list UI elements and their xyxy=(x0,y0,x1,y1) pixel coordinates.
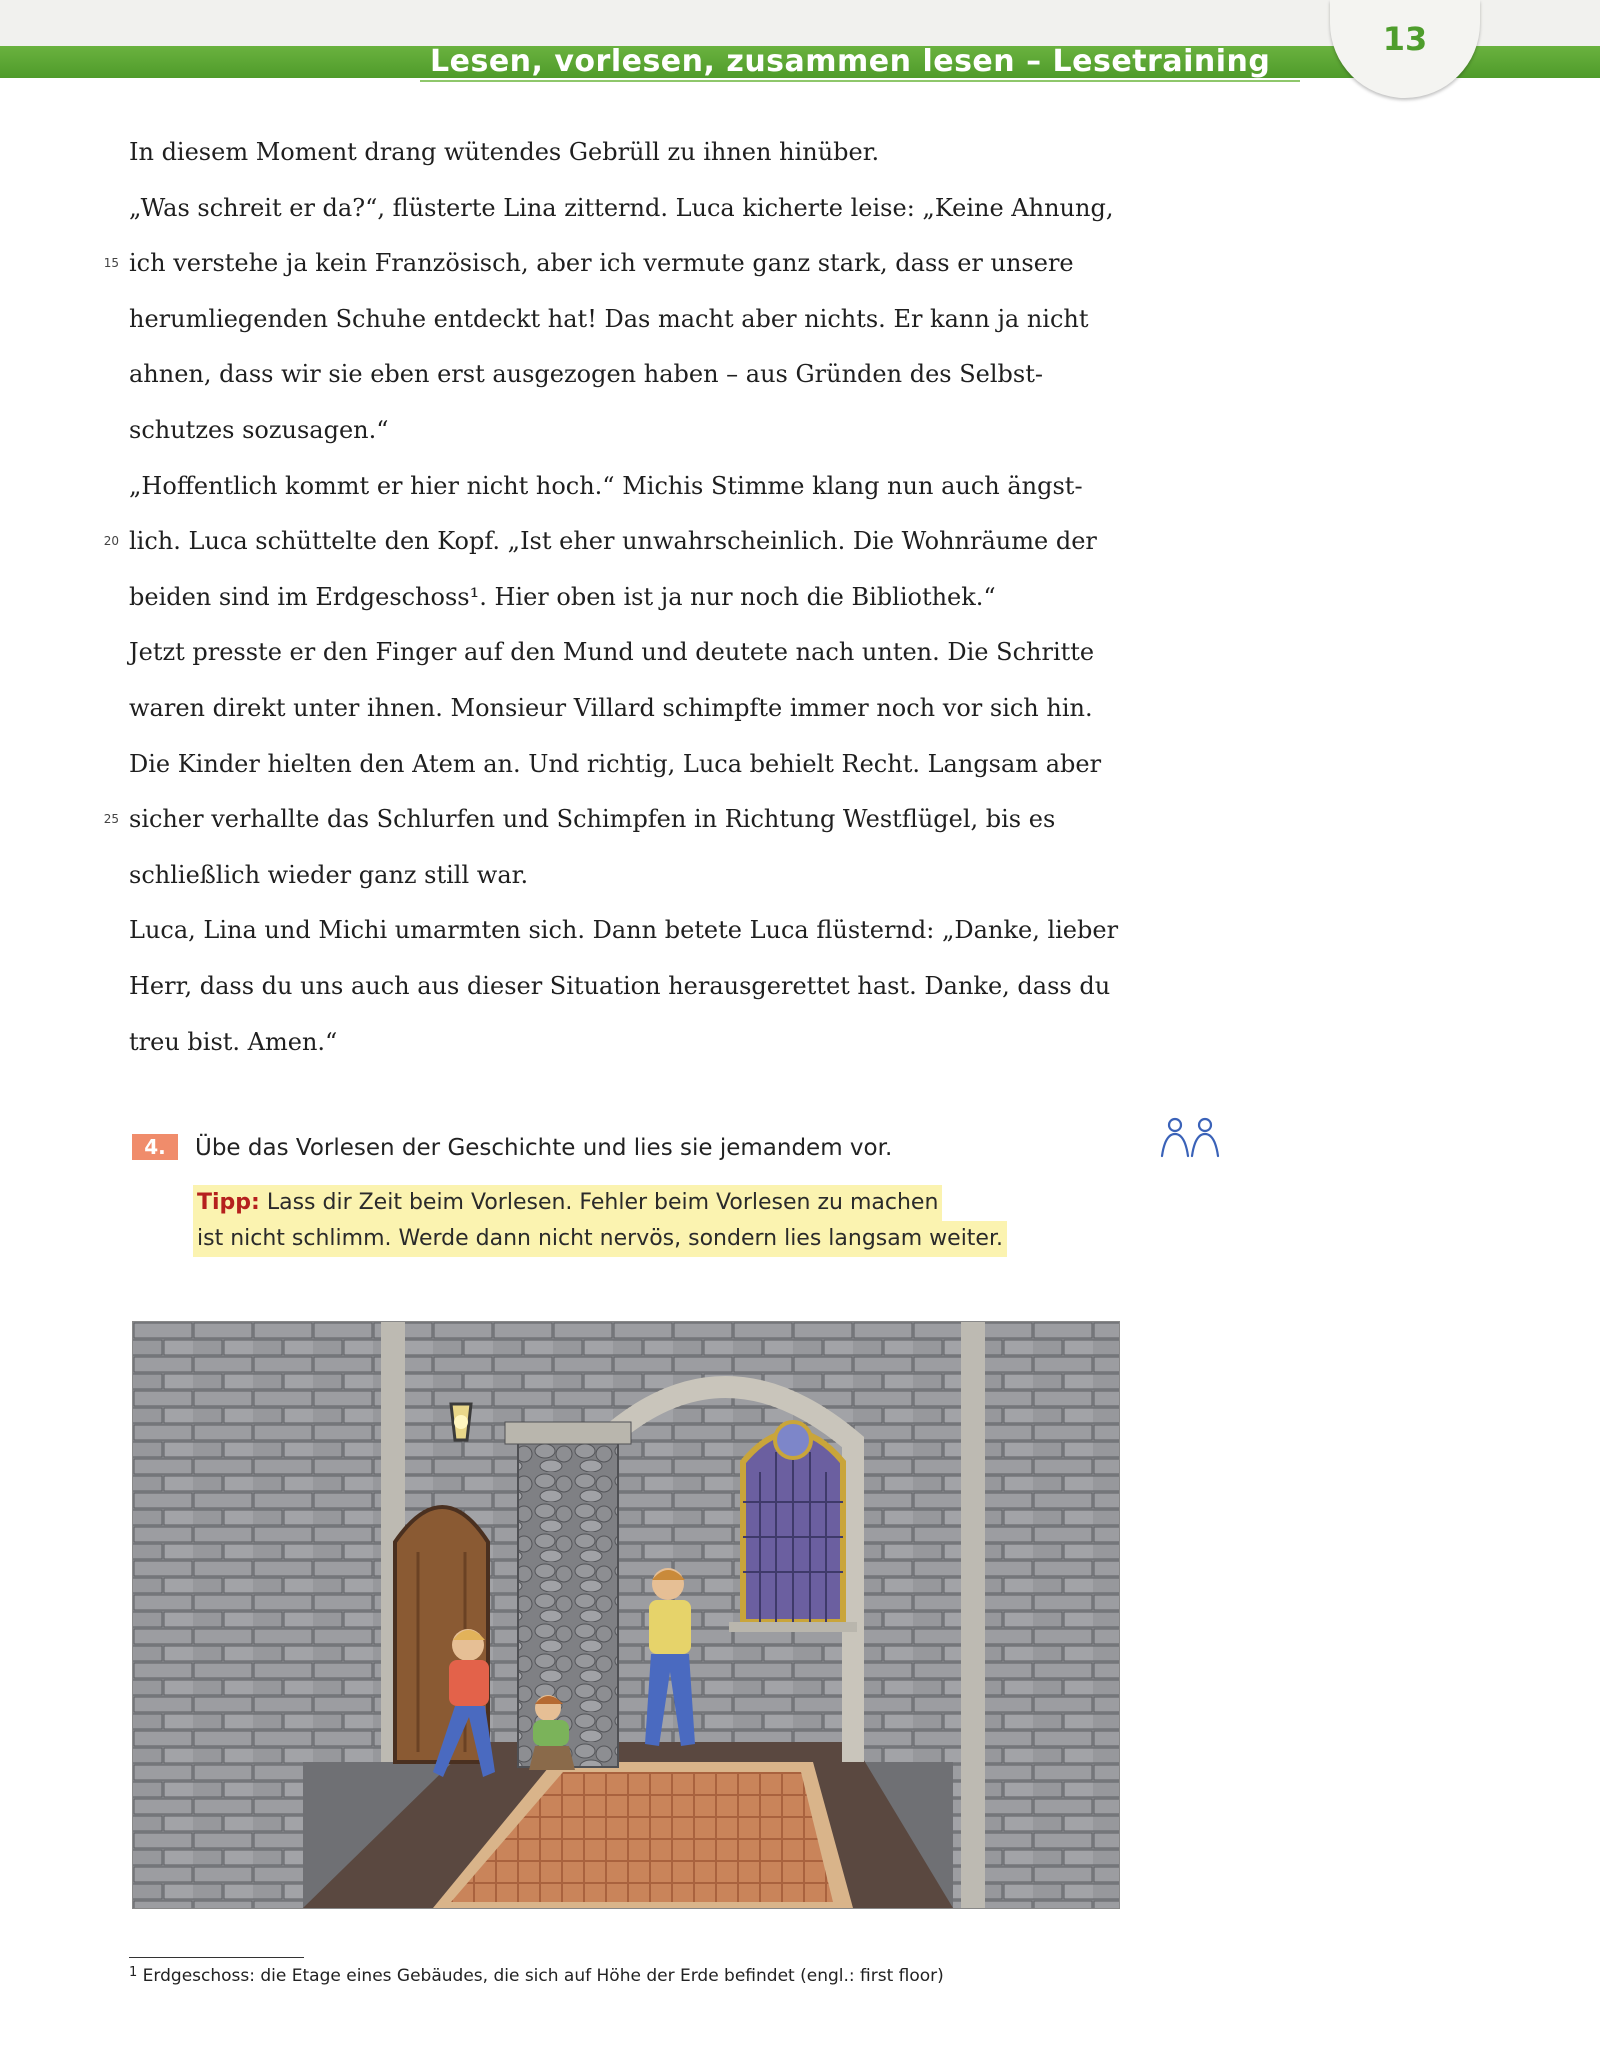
header-underline xyxy=(420,80,1300,82)
story-line xyxy=(129,347,1129,403)
footnote-marker: 1 xyxy=(129,1965,138,1980)
footnote-rule xyxy=(129,1957,304,1958)
tip-label: Tipp: xyxy=(197,1190,260,1215)
partner-work-icon xyxy=(1158,1116,1224,1158)
line-text: beiden sind im Erdgeschoss¹. Hier oben ist ja nur noch die Bibliothek.“ xyxy=(129,582,996,611)
line-text: herumliegenden Schuhe entdeckt hat! Das macht aber nichts. Er kann ja nicht xyxy=(129,304,1089,333)
story-line xyxy=(129,459,1129,515)
story-line xyxy=(129,737,1129,793)
line-text: In diesem Moment drang wütendes Gebrüll zu ihnen hinüber. xyxy=(129,138,880,166)
line-text: treu bist. Amen.“ xyxy=(129,1027,338,1056)
story-line xyxy=(129,403,1129,459)
line-number: 25 xyxy=(103,812,119,827)
line-text: waren direkt unter ihnen. Monsieur Villard schimpfte immer noch vor sich hin. xyxy=(129,693,1093,722)
tip-line-2: ist nicht schlimm. Werde dann nicht nervös, sondern lies langsam weiter. xyxy=(193,1221,1007,1257)
story-line xyxy=(103,792,1129,848)
task-number-badge: 4. xyxy=(132,1134,178,1160)
line-text: Die Kinder hielten den Atem an. Und richtig, Luca behielt Recht. Langsam aber xyxy=(129,749,1102,778)
story-line xyxy=(129,570,1129,626)
story-text xyxy=(103,125,1129,1070)
line-number: 20 xyxy=(103,534,119,549)
line-text: „Hoffentlich kommt er hier nicht hoch.“ Michis Stimme klang nun auch ängst- xyxy=(129,471,1083,500)
story-line xyxy=(129,125,1129,181)
page-number: 13 xyxy=(1382,20,1428,58)
line-text: Luca, Lina und Michi umarmten sich. Dann betete Luca flüsternd: „Danke, lieber xyxy=(129,916,1119,945)
line-text: Herr, dass du uns auch aus dieser Situation herausgerettet hast. Danke, dass du xyxy=(129,971,1111,1000)
story-line xyxy=(129,681,1129,737)
chapter-title: Lesen, vorlesen, zusammen lesen – Lesetraining xyxy=(430,44,1271,79)
line-text: schutzes sozusagen.“ xyxy=(129,415,389,444)
task-instruction: Übe das Vorlesen der Geschichte und lies sie jemandem vor. xyxy=(195,1135,893,1161)
tip-line-1 xyxy=(193,1185,942,1221)
story-line xyxy=(129,903,1129,959)
line-text: „Was schreit er da?“, flüsterte Lina zitternd. Luca kicherte leise: „Keine Ahnung, xyxy=(129,193,1114,222)
story-line xyxy=(129,959,1129,1015)
story-line xyxy=(103,514,1129,570)
story-line xyxy=(129,1015,1129,1071)
tip-text-1: Lass dir Zeit beim Vorlesen. Fehler beim Vorlesen zu machen xyxy=(259,1190,939,1215)
line-text: ahnen, dass wir sie eben erst ausgezogen haben – aus Gründen des Selbst- xyxy=(129,360,1043,389)
line-text: lich. Luca schüttelte den Kopf. „Ist eher unwahrscheinlich. Die Wohnräume der xyxy=(129,527,1097,556)
castle-corridor-illustration xyxy=(132,1321,1120,1909)
line-text: ich verstehe ja kein Französisch, aber ich vermute ganz stark, dass er unsere xyxy=(129,249,1074,278)
line-text: Jetzt presste er den Finger auf den Mund und deutete nach unten. Die Schritte xyxy=(129,638,1095,667)
story-line xyxy=(129,181,1129,237)
line-text: schließlich wieder ganz still war. xyxy=(129,860,529,889)
story-line xyxy=(103,236,1129,292)
page-number-tab xyxy=(1330,0,1480,98)
line-text: sicher verhallte das Schlurfen und Schimpfen in Richtung Westflügel, bis es xyxy=(129,805,1056,834)
story-line xyxy=(129,625,1129,681)
footnote-text: Erdgeschoss: die Etage eines Gebäudes, die sich auf Höhe der Erde befindet (engl.: first floor) xyxy=(137,1966,944,1986)
story-line xyxy=(129,848,1129,904)
footnote xyxy=(129,1965,944,1986)
line-number: 15 xyxy=(103,256,119,271)
tip-box xyxy=(193,1185,1007,1257)
story-line xyxy=(129,292,1129,348)
